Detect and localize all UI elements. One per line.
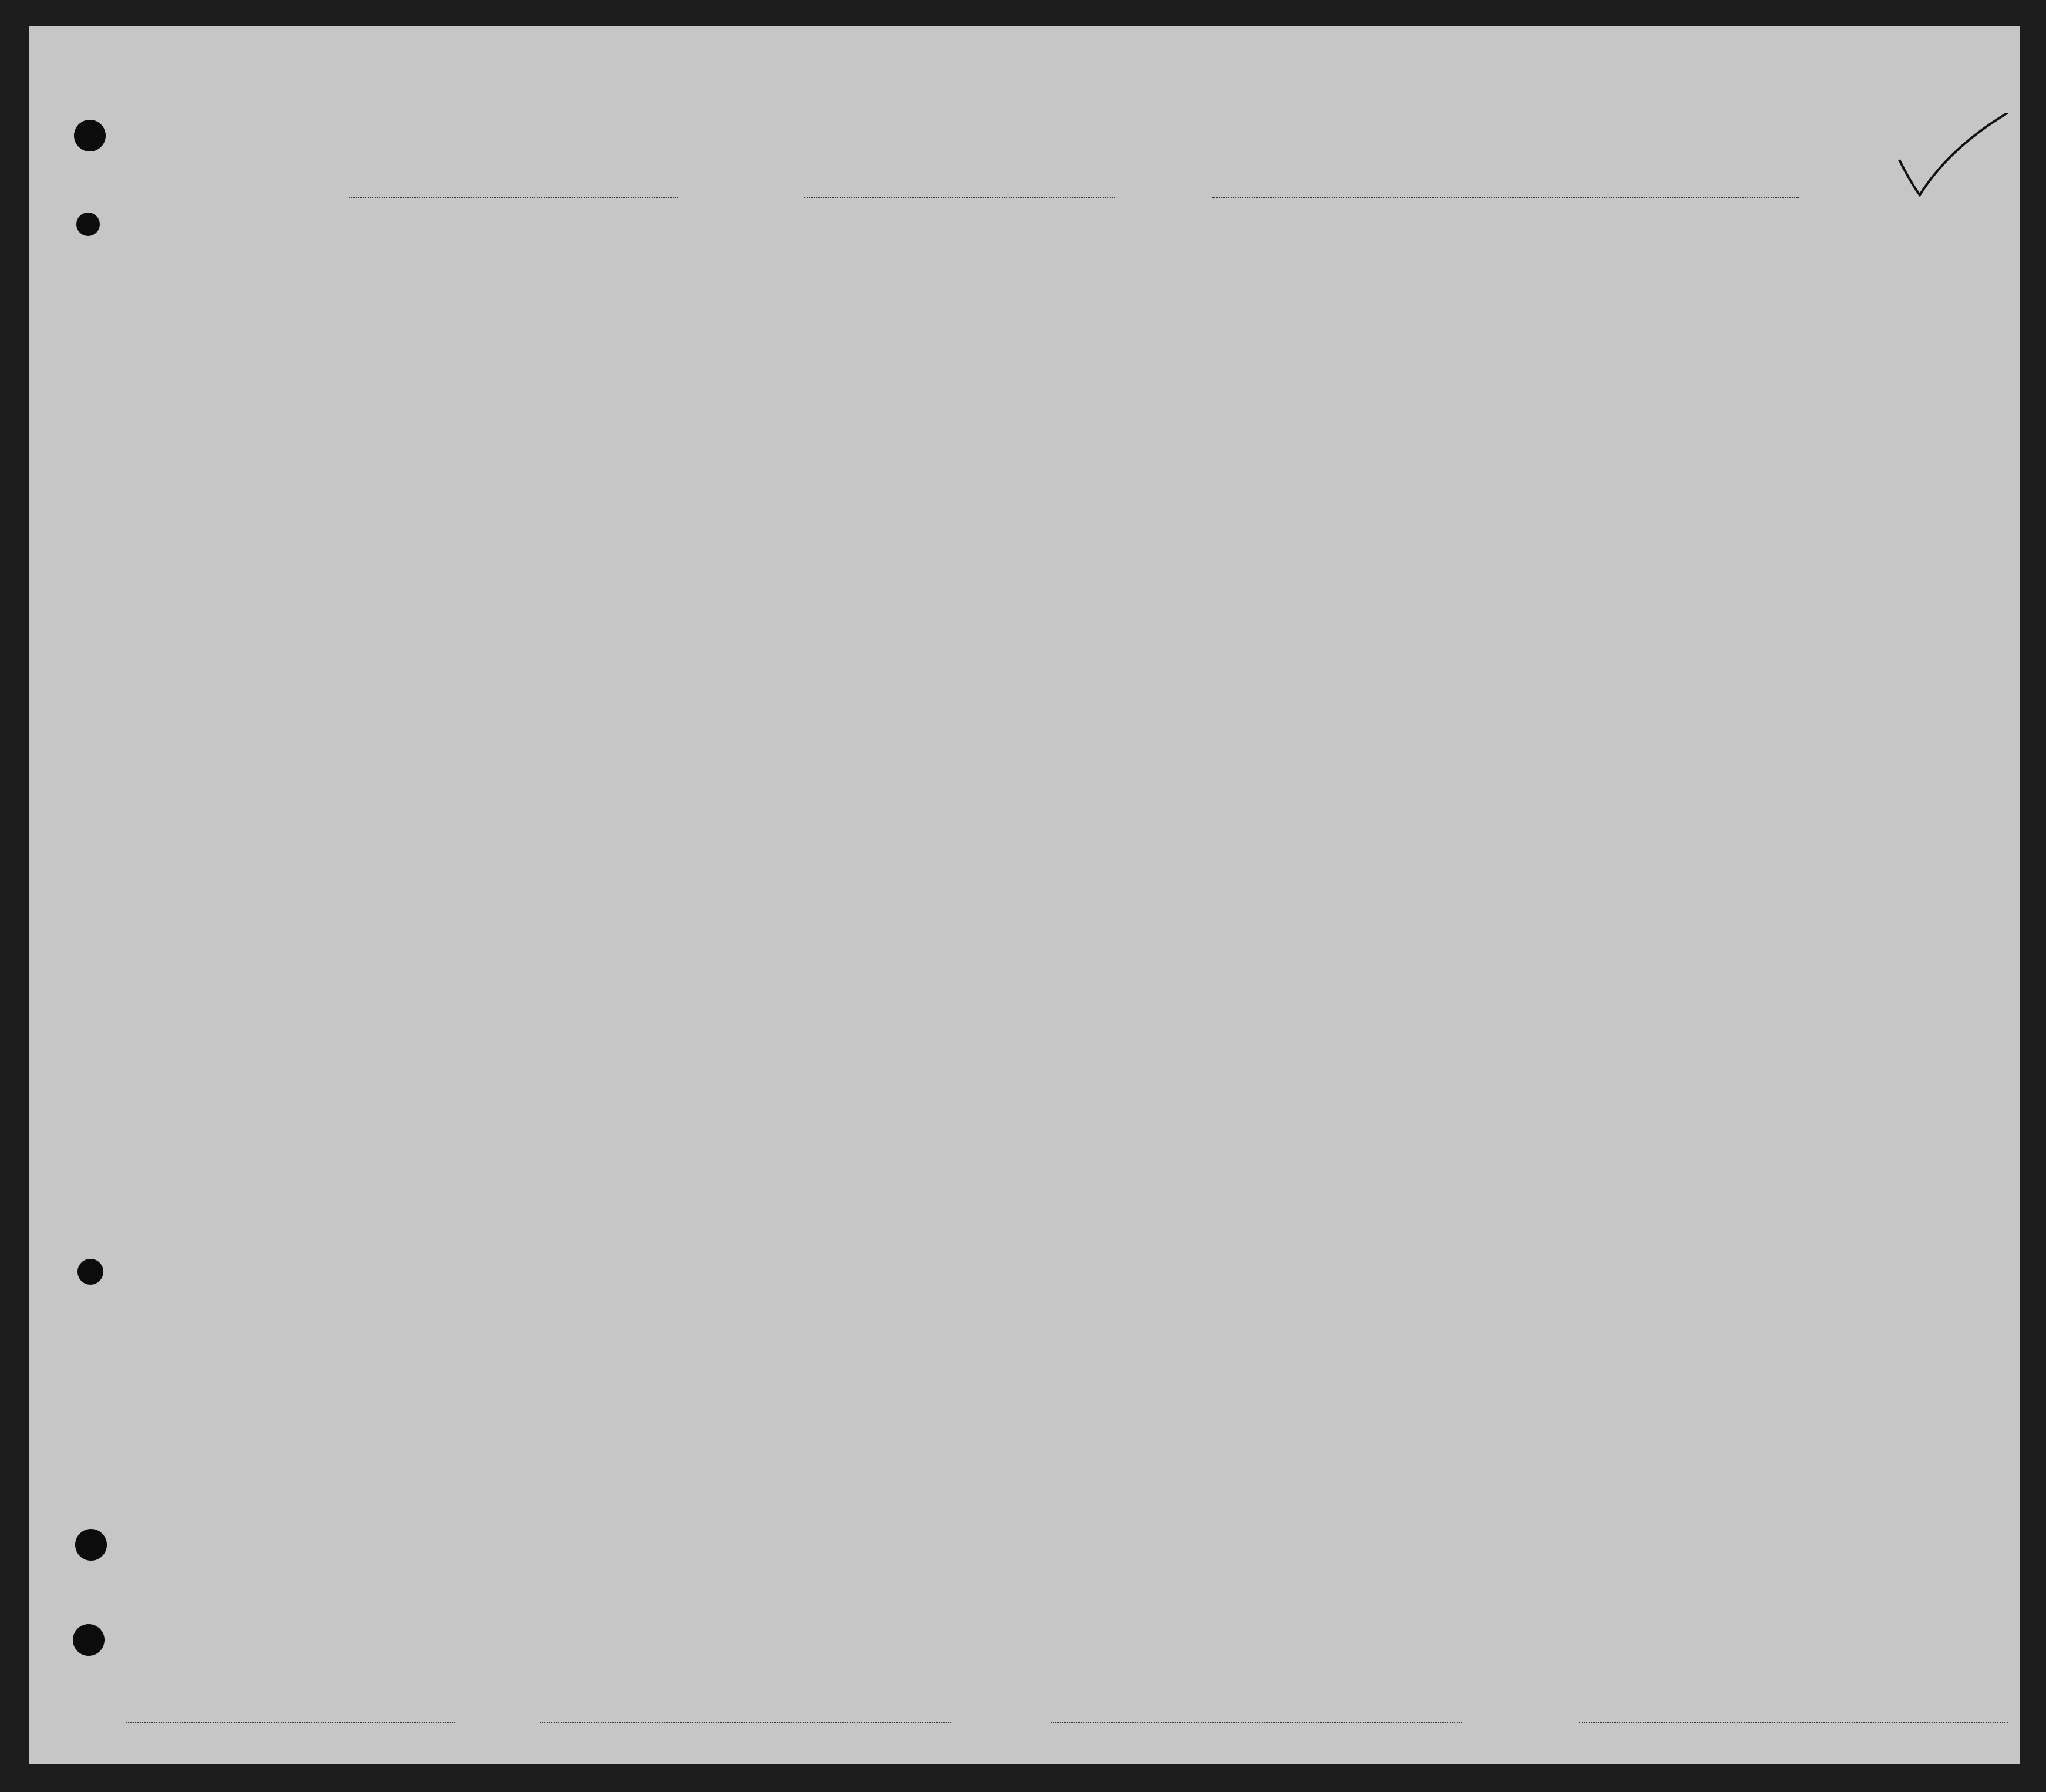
- table-grid: [29, 26, 2020, 1764]
- manifest-sheet: [29, 26, 2020, 1764]
